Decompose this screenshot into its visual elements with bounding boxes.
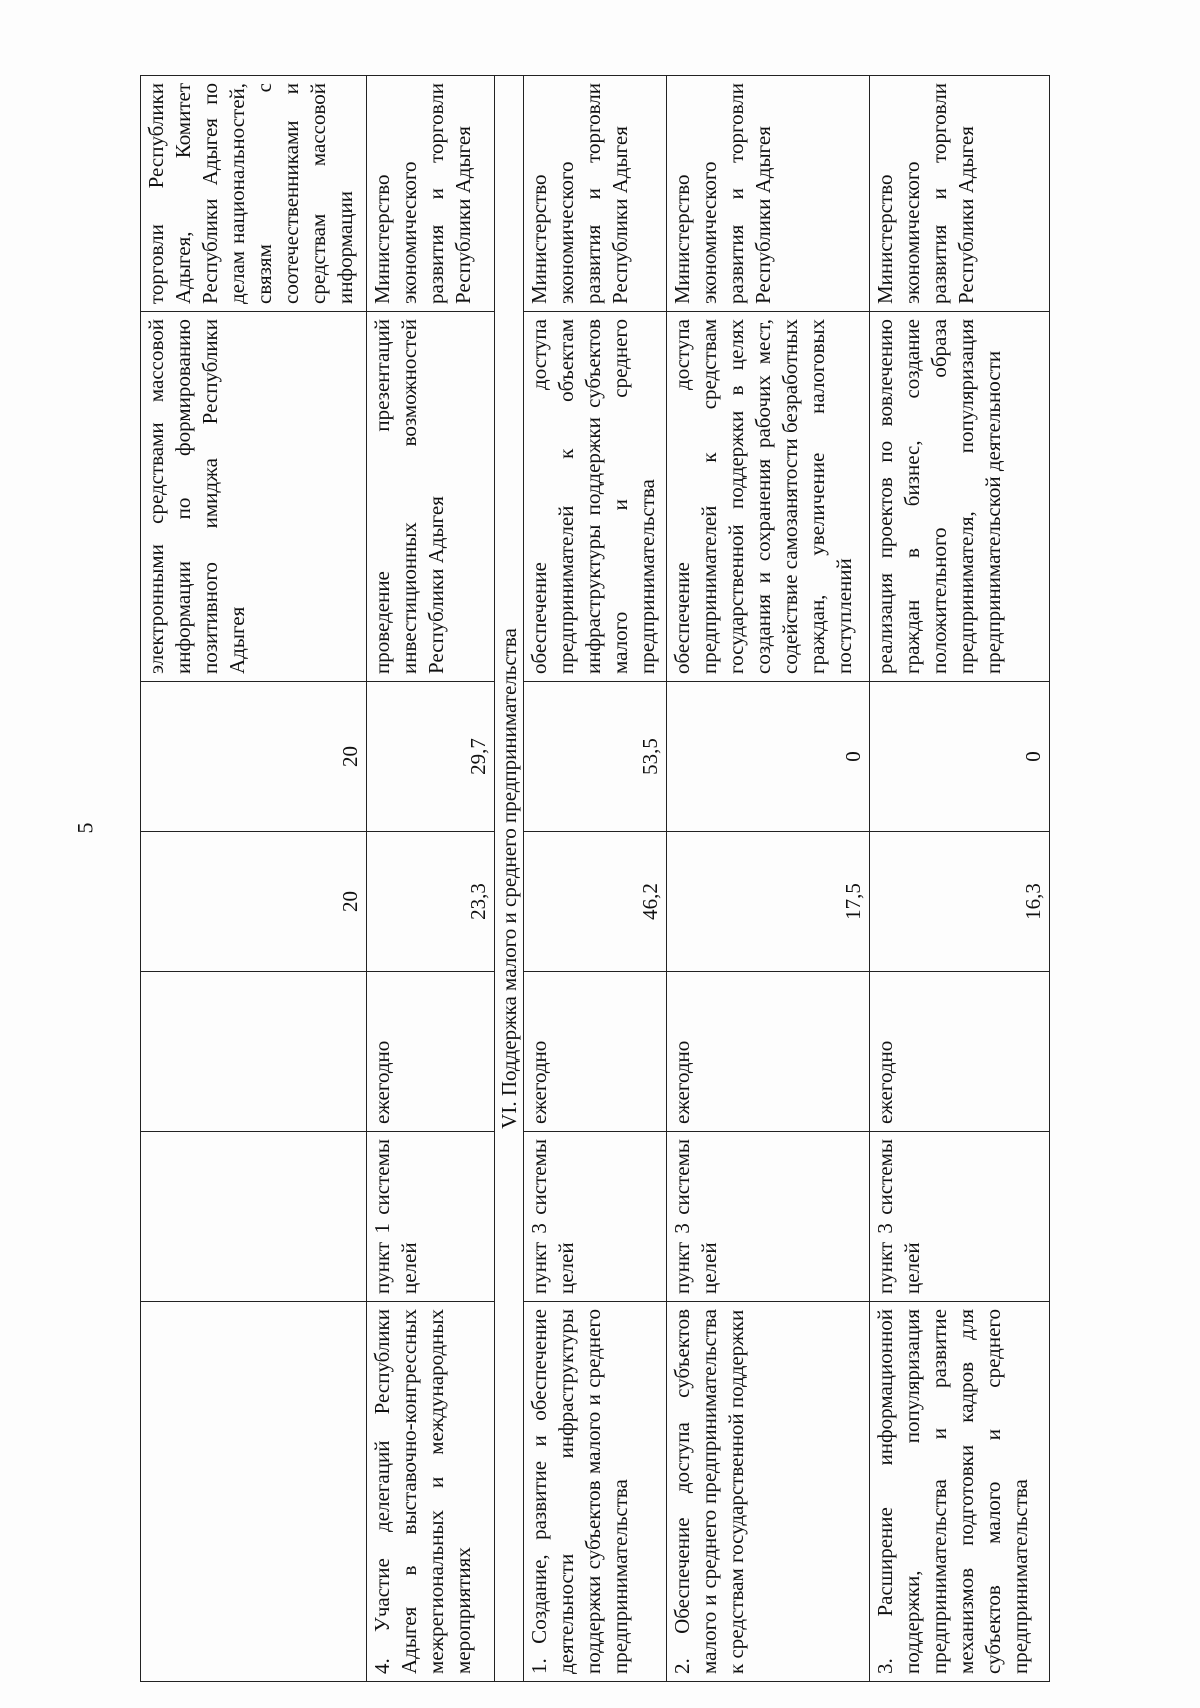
period-cell: ежегодно	[869, 972, 1049, 1132]
basis-cell: пункт 1 системы целей	[367, 1132, 495, 1302]
result-cell: электронными средствами массовой информации по формированию позитивного имиджа Республики Адыгея	[141, 312, 367, 682]
event-cell: 1. Создание, развитие и обеспечение деятельности инфраструктуры поддержки субъектов малого и среднего предпринимательства	[523, 1302, 666, 1682]
table-row	[869, 76, 1049, 1682]
table-row	[523, 76, 666, 1682]
value-a-cell: 46,2	[523, 832, 666, 972]
responsible-cell: Министерство экономического развития и торговли Республики Адыгея	[869, 76, 1049, 312]
event-cell: 3. Расширение информационной поддержки, популяризация предпринимательства и развитие механизмов подготовки кадров для субъектов малого и среднего предпринимательства	[869, 1302, 1049, 1682]
program-table	[140, 75, 1050, 1682]
period-cell: ежегодно	[667, 972, 870, 1132]
result-cell: реализация проектов по вовлечению граждан в бизнес, создание положительного образа предпринимателя, популяризация предпринимательской деятельности	[869, 312, 1049, 682]
result-cell: обеспечение доступа предпринимателей к средствам государственной поддержки в целях создания и сохранения рабочих мест, содействие самозанятости безработных граждан, увеличение налоговых поступлений	[667, 312, 870, 682]
result-cell: проведение презентаций инвестиционных возможностей Республики Адыгея	[367, 312, 495, 682]
value-b-cell: 53,5	[523, 682, 666, 832]
table-row	[141, 76, 367, 1682]
event-cell: 4. Участие делегаций Республики Адыгея в выставочно-конгрессных межрегиональных и международных мероприятиях	[367, 1302, 495, 1682]
value-a-cell: 20	[141, 832, 367, 972]
value-b-cell: 0	[869, 682, 1049, 832]
rotated-table-wrapper	[140, 76, 1050, 1682]
period-cell: ежегодно	[523, 972, 666, 1132]
section-title: VI. Поддержка малого и среднего предпринимательства	[495, 76, 524, 1682]
basis-cell	[141, 1132, 367, 1302]
table-row	[667, 76, 870, 1682]
result-cell: обеспечение доступа предпринимателей к объектам инфраструктуры поддержки субъектов малого и среднего предпринимательства	[523, 312, 666, 682]
value-a-cell: 17,5	[667, 832, 870, 972]
period-cell	[141, 972, 367, 1132]
basis-cell: пункт 3 системы целей	[523, 1132, 666, 1302]
responsible-cell: торговли Республики Адыгея, Комитет Республики Адыгея по делам национальностей, связям с соотечественниками и средствам массовой информации	[141, 76, 367, 312]
responsible-cell: Министерство экономического развития и торговли Республики Адыгея	[523, 76, 666, 312]
value-b-cell: 29,7	[367, 682, 495, 832]
event-cell	[141, 1302, 367, 1682]
page-number: 5	[72, 822, 98, 834]
basis-cell: пункт 3 системы целей	[869, 1132, 1049, 1302]
responsible-cell: Министерство экономического развития и торговли Республики Адыгея	[667, 76, 870, 312]
period-cell: ежегодно	[367, 972, 495, 1132]
responsible-cell: Министерство экономического развития и торговли Республики Адыгея	[367, 76, 495, 312]
value-b-cell: 20	[141, 682, 367, 832]
event-cell: 2. Обеспечение доступа субъектов малого и среднего предпринимательства к средствам государственной поддержки	[667, 1302, 870, 1682]
table-row	[367, 76, 495, 1682]
value-b-cell: 0	[667, 682, 870, 832]
value-a-cell: 16,3	[869, 832, 1049, 972]
value-a-cell: 23,3	[367, 832, 495, 972]
section-row	[495, 76, 524, 1682]
basis-cell: пункт 3 системы целей	[667, 1132, 870, 1302]
